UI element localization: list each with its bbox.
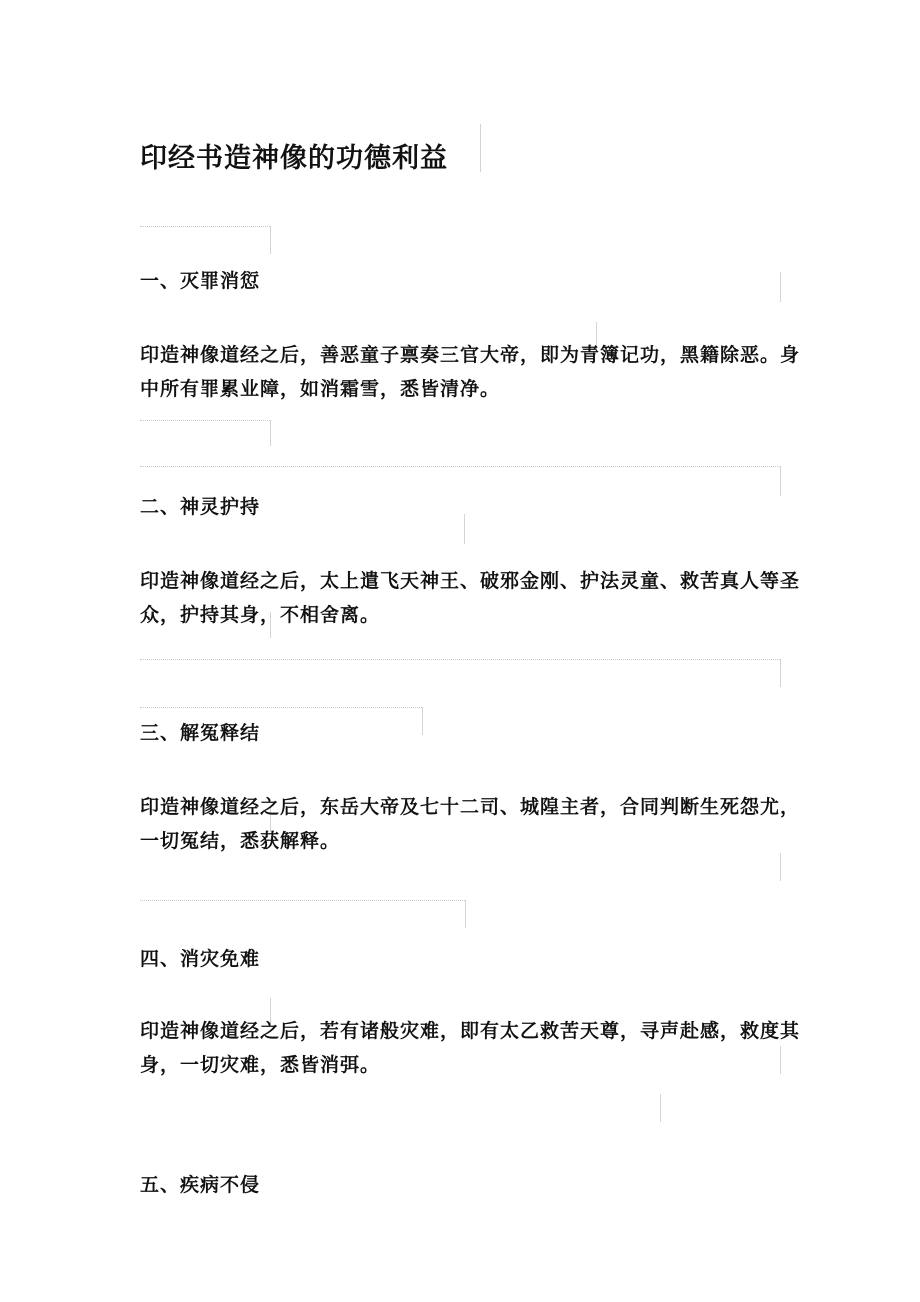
layout-guide — [780, 466, 781, 496]
section-body: 印造神像道经之后，善恶童子禀奏三官大帝，即为青簿记功，黑籍除恶。身中所有罪累业障，如消霜雪，悉皆清净。 — [140, 344, 801, 400]
layout-guide — [464, 514, 465, 544]
layout-guide — [780, 659, 781, 687]
layout-guide — [140, 466, 780, 467]
section-body: 印造神像道经之后，东岳大帝及七十二司、城隍主者，合同判断生死怨尤，一切冤结，悉获解释。 — [140, 796, 801, 852]
layout-guide — [780, 272, 781, 302]
document-title: 印经书造神像的功德利益 — [140, 143, 448, 174]
layout-guide — [422, 707, 423, 735]
layout-guide — [140, 707, 422, 708]
section-heading: 四、消灾免难 — [140, 948, 261, 970]
section-body: 印造神像道经之后，太上遣飞天神王、破邪金刚、护法灵童、救苦真人等圣众，护持其身，不相舍离。 — [140, 570, 801, 626]
layout-guide — [270, 226, 271, 254]
section-heading: 一、灭罪消愆 — [140, 270, 261, 292]
section-body: 印造神像道经之后，若有诸般灾难，即有太乙救苦天尊，寻声赴感，救度其身，一切灾难，悉皆消弭。 — [140, 1020, 801, 1076]
section-heading: 五、疾病不侵 — [140, 1174, 261, 1196]
layout-guide — [140, 226, 270, 227]
layout-guide — [660, 1094, 661, 1122]
layout-guide — [140, 900, 465, 901]
layout-guide — [140, 659, 780, 660]
section-heading: 三、解冤释结 — [140, 722, 261, 744]
layout-guide — [140, 420, 270, 421]
layout-guide — [480, 124, 481, 172]
layout-guide — [465, 900, 466, 928]
layout-guide — [270, 420, 271, 446]
section-heading: 二、神灵护持 — [140, 496, 261, 518]
